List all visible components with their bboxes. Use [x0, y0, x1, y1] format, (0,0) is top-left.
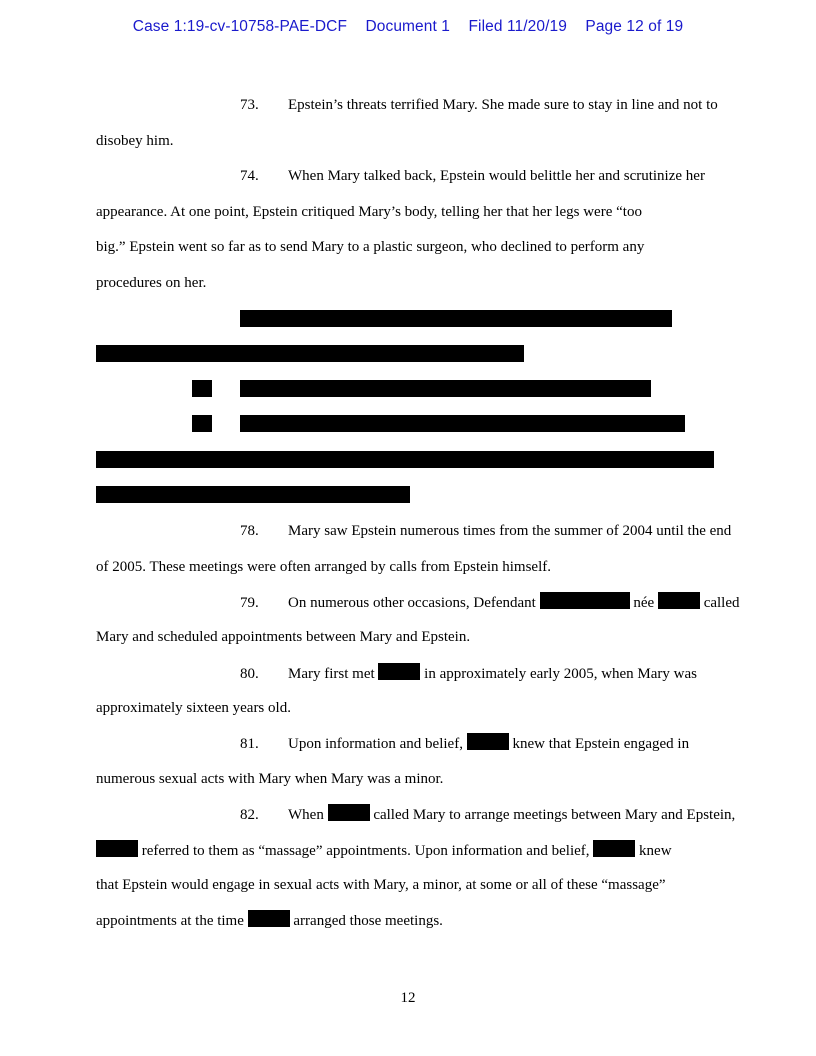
paragraph-number: 82. [240, 807, 259, 823]
redaction-bar [658, 592, 700, 609]
redaction-bar [96, 451, 714, 468]
paragraph-78-line-1: 78. Mary saw Epstein numerous times from the summer of 2004 until the end [240, 523, 732, 539]
paragraph-82-line-1: 82. When called Mary to arrange meetings between Mary and Epstein, [96, 804, 816, 824]
filed-date: Filed 11/20/19 [468, 18, 567, 35]
paragraph-82-line-4: appointments at the time arranged those meetings. [96, 910, 716, 930]
redaction-bar [96, 840, 138, 857]
page-number: 12 [400, 990, 416, 1006]
paragraph-74-line-1: 74. When Mary talked back, Epstein would belittle her and scrutinize her [240, 168, 705, 184]
case-number: Case 1:19-cv-10758-PAE-DCF [132, 18, 348, 35]
paragraph-79-line-2: Mary and scheduled appointments between Mary and Epstein. [96, 629, 471, 645]
paragraph-number: 73. [240, 97, 259, 113]
document-number: Document 1 [365, 18, 451, 35]
paragraph-82-line-3: that Epstein would engage in sexual acts with Mary, a minor, at some or all of these “massage” [96, 877, 666, 893]
redaction-bar [240, 415, 685, 432]
paragraph-number: 74. [240, 168, 259, 184]
redaction-bar [240, 380, 651, 397]
paragraph-74-line-4: procedures on her. [96, 275, 207, 291]
redaction-bar [248, 910, 290, 927]
page-indicator: Page 12 of 19 [585, 18, 684, 35]
case-header [0, 18, 816, 36]
paragraph-81-line-2: numerous sexual acts with Mary when Mary was a minor. [96, 771, 444, 787]
redaction-bar [378, 663, 420, 680]
paragraph-80-line-1: 80. Mary first met in approximately early 2005, when Mary was [96, 663, 816, 683]
paragraph-79-line-1: 79. On numerous other occasions, Defendant née called [96, 592, 816, 612]
redaction-bar [96, 486, 410, 503]
redaction-bar [192, 380, 212, 397]
redaction-bar [540, 592, 630, 609]
redaction-bar [192, 415, 212, 432]
redaction-bar [240, 310, 672, 327]
redaction-bar [593, 840, 635, 857]
paragraph-82-line-2: referred to them as “massage” appointments. Upon information and belief, knew [96, 840, 716, 860]
redaction-bar [328, 804, 370, 821]
paragraph-74-line-2: appearance. At one point, Epstein critiqued Mary’s body, telling her that her legs were “too [96, 204, 642, 220]
paragraph-80-line-2: approximately sixteen years old. [96, 700, 291, 716]
paragraph-74-line-3: big.” Epstein went so far as to send Mary to a plastic surgeon, who declined to perform any [96, 239, 645, 255]
paragraph-number: 80. [240, 666, 259, 682]
redaction-bar [467, 733, 509, 750]
redaction-bar [96, 345, 524, 362]
paragraph-73-line-1: 73. Epstein’s threats terrified Mary. She made sure to stay in line and not to [240, 97, 718, 113]
paragraph-number: 78. [240, 523, 259, 539]
paragraph-73-line-2: disobey him. [96, 133, 174, 149]
paragraph-number: 81. [240, 736, 259, 752]
paragraph-81-line-1: 81. Upon information and belief, knew that Epstein engaged in [96, 733, 816, 753]
paragraph-number: 79. [240, 595, 259, 611]
paragraph-78-line-2: of 2005. These meetings were often arranged by calls from Epstein himself. [96, 559, 552, 575]
